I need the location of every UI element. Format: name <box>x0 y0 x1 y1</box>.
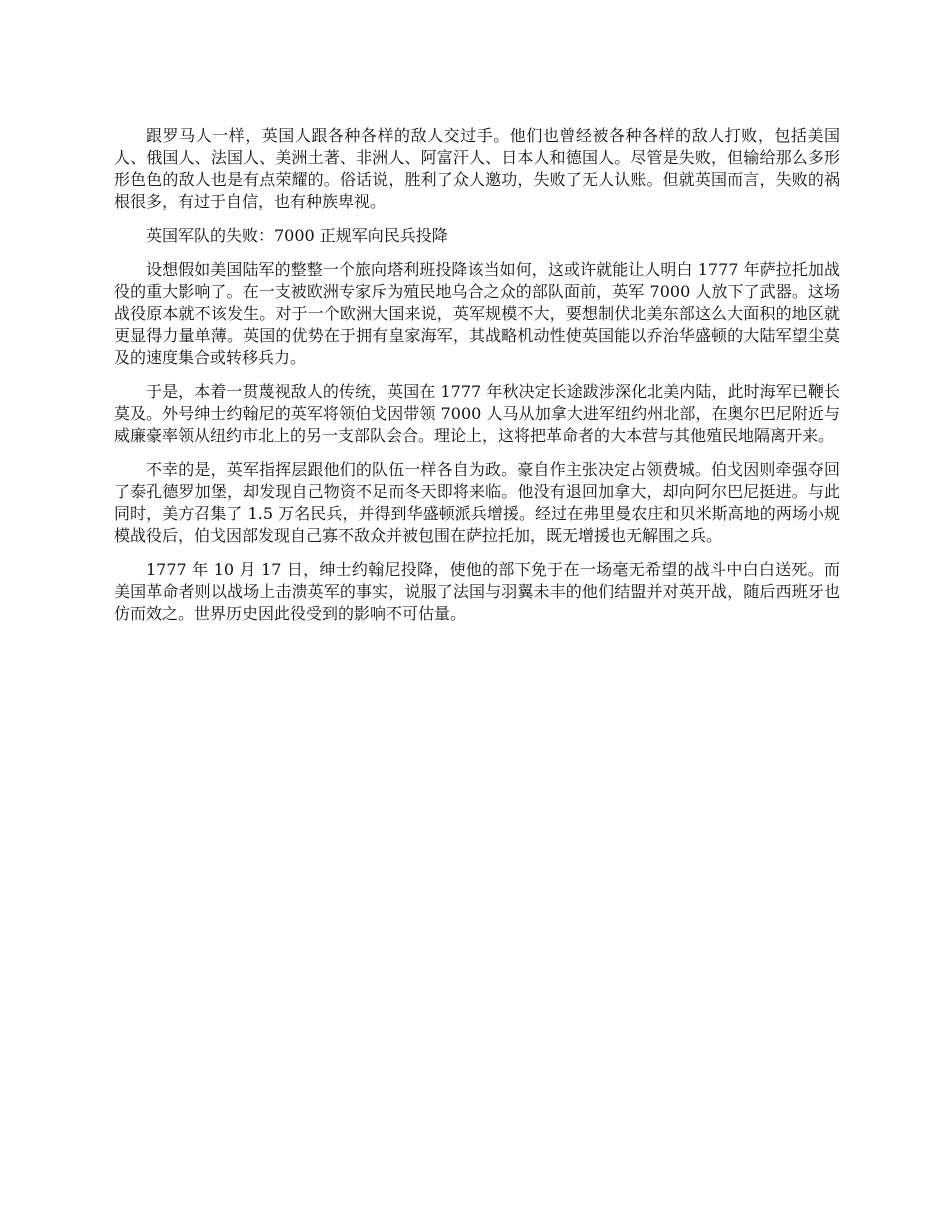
paragraph-burgoyne-march: 于是，本着一贯蔑视敌人的传统，英国在 1777 年秋决定长途跋涉深化北美内陆，此时海军已鞭长莫及。外号绅士约翰尼的英军将领伯戈因带领 7000 人马从加拿大进军纽约州北部，在奥尔巴尼附近与威廉豪率领从纽约市北上的另一支部队会合。理论上，这将把革命者的大本营与其他殖民地隔离开来。 <box>114 382 840 445</box>
paragraph-intro: 跟罗马人一样，英国人跟各种各样的敌人交过手。他们也曾经被各种各样的敌人打败，包括美国人、俄国人、法国人、美洲土著、非洲人、阿富汗人、日本人和德国人。尽管是失败，但输给那么多形形色色的敌人也是有点荣耀的。俗话说，胜利了众人邀功，失败了无人认账。但就英国而言，失败的祸根很多，有过于自信，也有种族卑视。 <box>114 126 840 211</box>
section-heading: 英国军队的失败：7000 正规军向民兵投降 <box>146 226 448 245</box>
paragraph-command-failure: 不幸的是，英军指挥层跟他们的队伍一样各自为政。豪自作主张决定占领费城。伯戈因则牵强夺回了泰孔德罗加堡，却发现自己物资不足而冬天即将来临。他没有退回加拿大，却向阿尔巴尼挺进。与此同时，美方召集了 1.5 万名民兵，并得到华盛顿派兵增援。经过在弗里曼农庄和贝米斯高地的两场小规模战役后，伯戈因部发现自己寡不敌众并被包围在萨拉托加，既无增援也无解围之兵。 <box>114 460 840 545</box>
paragraph-surrender: 1777 年 10 月 17 日，绅士约翰尼投降，使他的部下免于在一场毫无希望的战斗中白白送死。而美国革命者则以战场上击溃英军的事实，说服了法国与羽翼未丰的他们结盟并对英开战，随后西班牙也仿而效之。世界历史因此役受到的影响不可估量。 <box>114 560 840 623</box>
document-page <box>114 125 840 637</box>
paragraph-saratoga-impact: 设想假如美国陆军的整整一个旅向塔利班投降该当如何，这或许就能让人明白 1777 年萨拉托加战役的重大影响了。在一支被欧洲专家斥为殖民地乌合之众的部队面前，英军 7000 人放下了武器。这场战役原本就不该发生。对于一个欧洲大国来说，英军规模不大，要想制伏北美东部这么大面积的地区就更显得力量单薄。英国的优势在于拥有皇家海军，其战略机动性使英国能以乔治华盛顿的大陆军望尘莫及的速度集合或转移兵力。 <box>114 260 840 367</box>
